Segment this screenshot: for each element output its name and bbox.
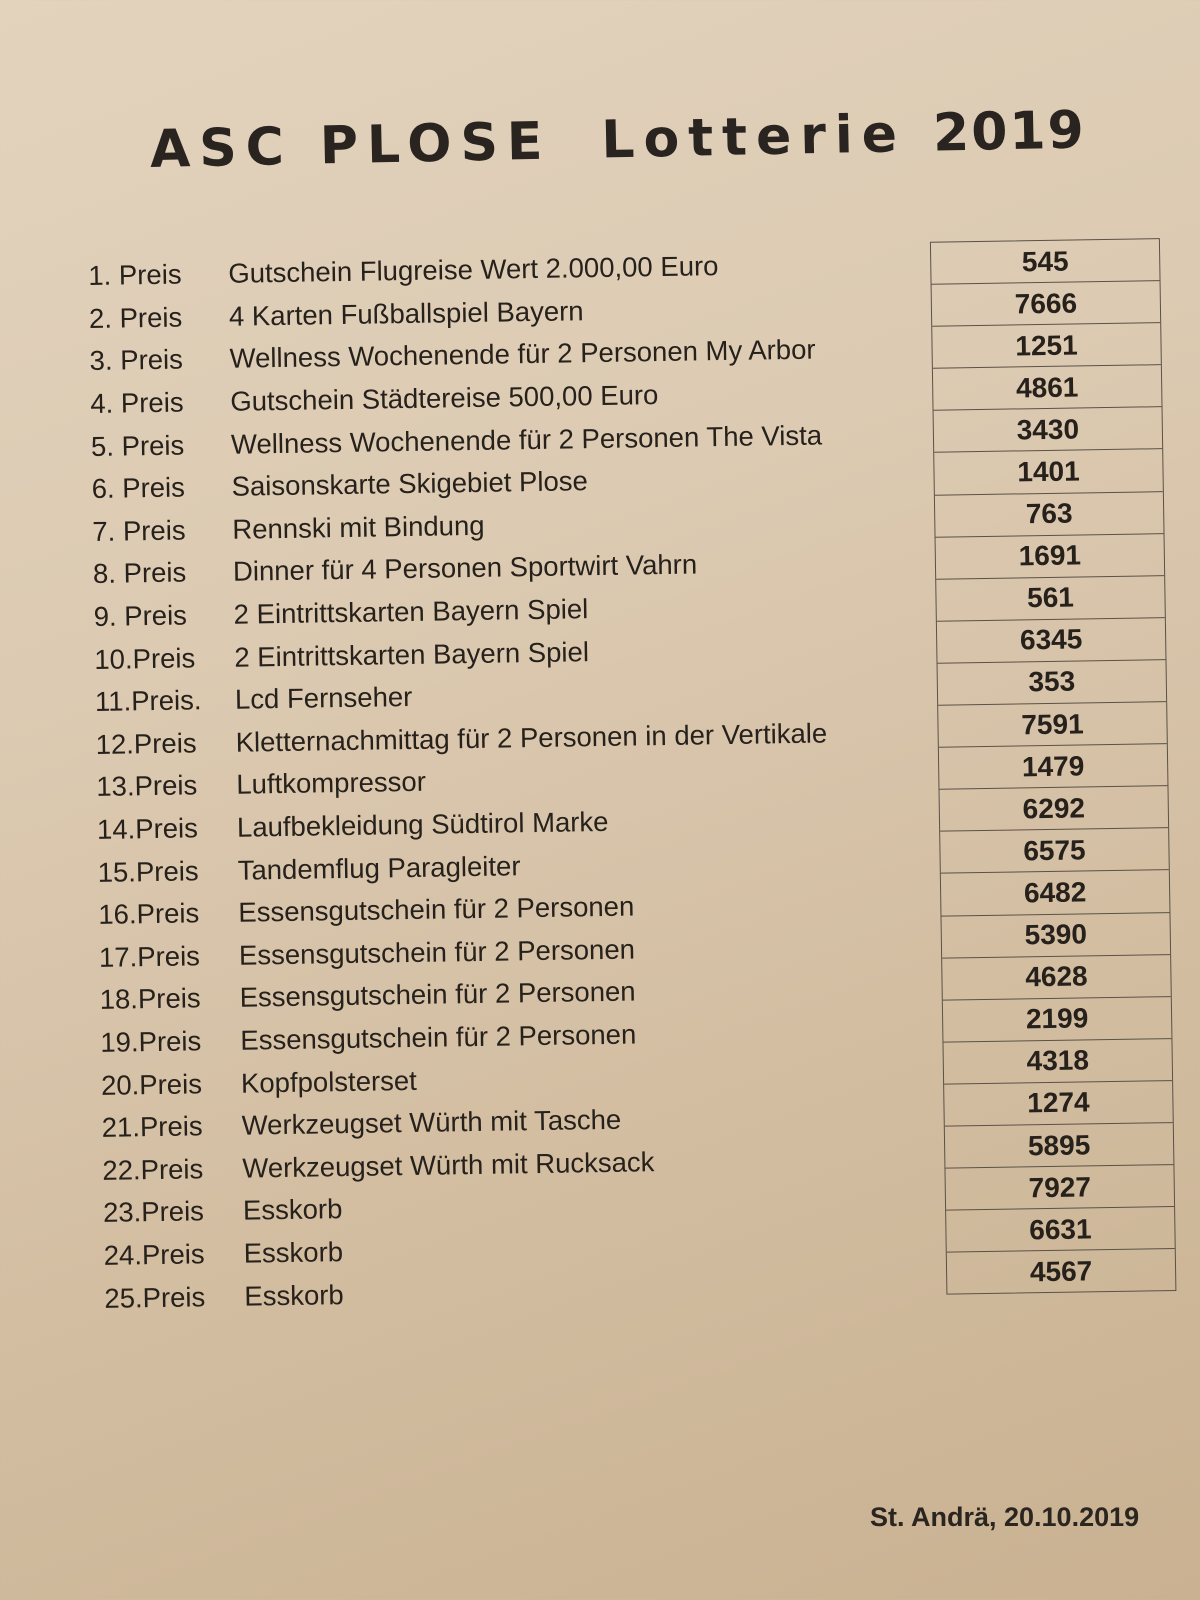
winning-number: 6631 xyxy=(946,1207,1175,1253)
prize-rank: 25.Preis xyxy=(104,1280,206,1314)
winning-number: 5390 xyxy=(941,913,1170,959)
title-event: Lotterie xyxy=(600,104,907,171)
title-year: 2019 xyxy=(932,100,1087,164)
prize-description: Esskorb xyxy=(243,1236,344,1269)
prize-description: Wellness Wochenende für 2 Personen My Arbor xyxy=(229,334,816,375)
prize-rank: 9. Preis xyxy=(93,599,188,633)
prize-rank: 15.Preis xyxy=(97,854,199,888)
prize-description: Lcd Fernseher xyxy=(234,681,413,715)
title-club: ASC PLOSE xyxy=(149,111,553,180)
prize-description: Kletternachmittag für 2 Personen in der Vertikale xyxy=(235,717,828,758)
prize-description: Gutschein Flugreise Wert 2.000,00 Euro xyxy=(228,250,719,290)
winning-number: 353 xyxy=(938,660,1167,706)
prize-description: Essensgutschein für 2 Personen xyxy=(240,1018,637,1056)
prize-rank: 8. Preis xyxy=(92,556,187,590)
winning-number: 3430 xyxy=(934,408,1163,454)
prize-rank: 3. Preis xyxy=(89,344,184,377)
prize-rank: 1. Preis xyxy=(88,258,182,292)
prize-rank: 5. Preis xyxy=(90,429,185,462)
winning-number: 4628 xyxy=(942,955,1171,1001)
prize-description: Werkzeugset Würth mit Tasche xyxy=(241,1103,622,1141)
winning-number: 1251 xyxy=(932,323,1161,369)
prize-rank: 24.Preis xyxy=(103,1238,205,1271)
prize-sheet xyxy=(88,238,1188,1314)
prize-description: 2 Eintrittskarten Bayern Spiel xyxy=(234,635,590,673)
prize-description: Laufbekleidung Südtirol Marke xyxy=(236,805,609,843)
winning-number: 4318 xyxy=(943,1039,1172,1085)
winning-number: 4567 xyxy=(1029,1255,1093,1288)
winning-number: 6575 xyxy=(940,828,1169,874)
winning-number: 7927 xyxy=(945,1165,1174,1211)
prize-description: Essensgutschein für 2 Personen xyxy=(238,890,635,928)
prize-rank: 7. Preis xyxy=(92,514,186,547)
winning-number: 1479 xyxy=(939,744,1168,790)
prize-rank: 10.Preis xyxy=(94,642,196,675)
prize-rank: 4. Preis xyxy=(90,386,184,420)
winning-numbers-table xyxy=(930,238,1177,1295)
prize-description: Dinner für 4 Personen Sportwirt Vahrn xyxy=(232,548,698,588)
winning-number: 763 xyxy=(935,492,1164,538)
prize-rank: 16.Preis xyxy=(98,897,200,931)
prize-description: Tandemflug Paragleiter xyxy=(237,849,521,886)
prize-description: Wellness Wochenende für 2 Personen The Vista xyxy=(230,419,823,460)
prize-description: Esskorb xyxy=(244,1278,344,1312)
winning-number: 7666 xyxy=(932,281,1161,327)
prize-description: 4 Karten Fußballspiel Bayern xyxy=(228,295,584,332)
prize-description: Essensgutschein für 2 Personen xyxy=(238,933,636,971)
prize-rank: 14.Preis xyxy=(96,812,199,845)
winning-number: 1274 xyxy=(944,1081,1173,1127)
prize-description: Kopfpolsterset xyxy=(240,1064,418,1099)
prize-description: Esskorb xyxy=(242,1193,343,1227)
winning-number: 6292 xyxy=(940,786,1169,832)
prize-list xyxy=(88,242,935,1320)
prize-description: Werkzeugset Würth mit Rucksack xyxy=(242,1145,655,1184)
prize-description: Gutschein Städtereise 500,00 Euro xyxy=(230,379,659,417)
prize-rank: 21.Preis xyxy=(101,1110,203,1144)
prize-rank: 2. Preis xyxy=(88,301,183,334)
winning-number: 1401 xyxy=(934,450,1163,496)
winning-number: 561 xyxy=(936,576,1165,622)
winning-number: 7591 xyxy=(938,702,1167,748)
prize-description: Rennski mit Bindung xyxy=(232,509,485,545)
prize-rank: 20.Preis xyxy=(100,1067,203,1101)
prize-rank: 13.Preis xyxy=(96,769,198,803)
prize-rank: 23.Preis xyxy=(102,1195,205,1229)
prize-description: Luftkompressor xyxy=(236,766,427,801)
prize-rank: 11.Preis. xyxy=(94,684,202,718)
winning-number: 6345 xyxy=(937,618,1166,664)
prize-description: Saisonskarte Skigebiet Plose xyxy=(231,465,589,503)
prize-rank: 17.Preis xyxy=(98,940,201,973)
winning-number: 5895 xyxy=(945,1123,1174,1169)
winning-number: 1691 xyxy=(936,534,1165,580)
prize-rank: 22.Preis xyxy=(102,1153,204,1186)
winning-number: 4861 xyxy=(933,365,1162,411)
winning-number: 545 xyxy=(931,239,1160,285)
page-title xyxy=(149,100,1110,180)
prize-rank: 6. Preis xyxy=(91,471,186,505)
prize-rank: 18.Preis xyxy=(99,982,201,1016)
winning-number: 6482 xyxy=(941,871,1170,917)
winning-number: 2199 xyxy=(943,997,1172,1043)
place-date: St. Andrä, 20.10.2019 xyxy=(870,1502,1140,1532)
prize-rank: 12.Preis xyxy=(95,727,197,760)
prize-description: Essensgutschein für 2 Personen xyxy=(239,975,636,1014)
prize-rank: 19.Preis xyxy=(100,1025,202,1058)
prize-description: 2 Eintrittskarten Bayern Spiel xyxy=(233,593,589,630)
